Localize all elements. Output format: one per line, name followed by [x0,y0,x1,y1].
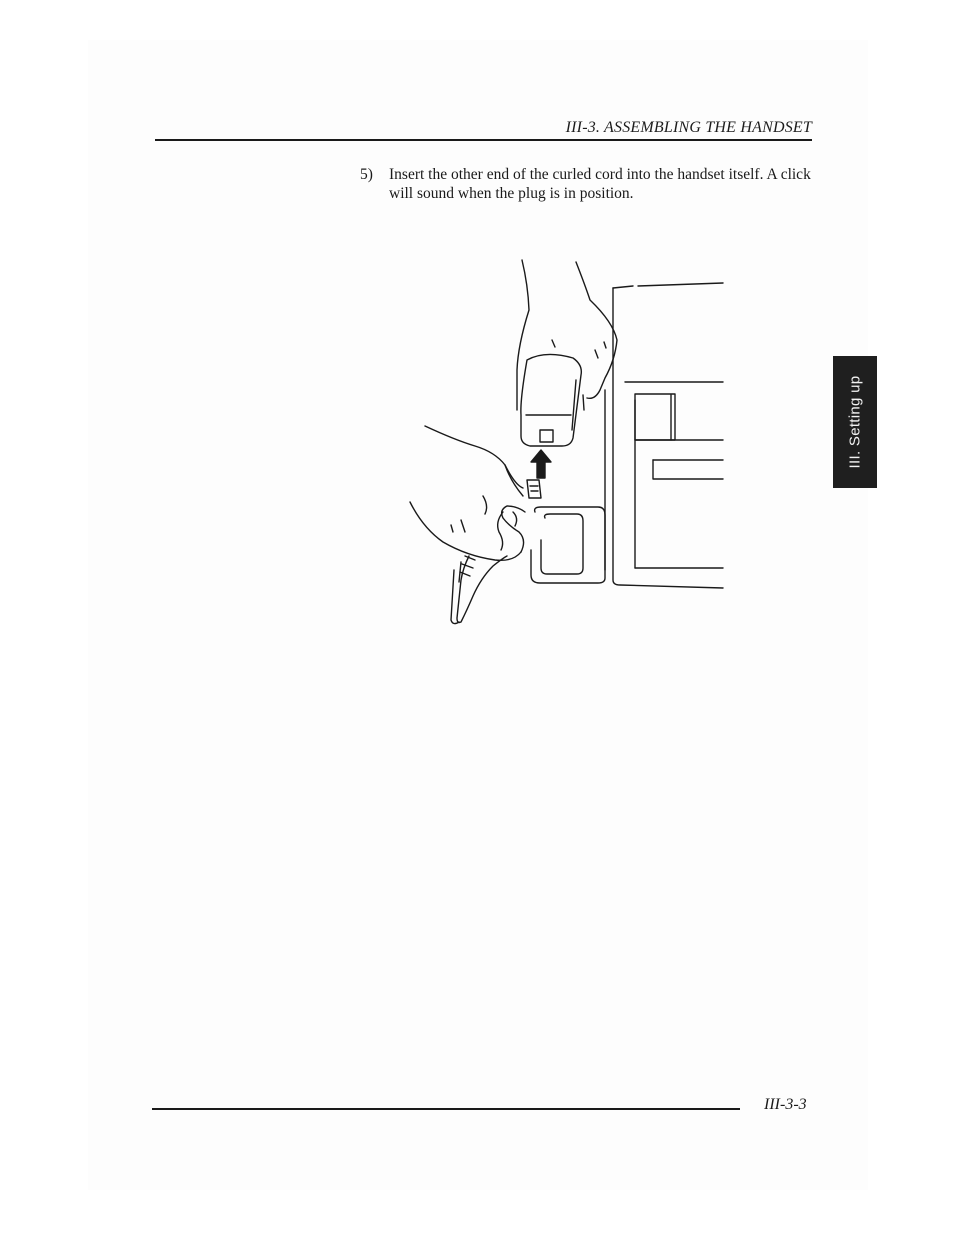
footer-rule [152,1108,740,1110]
upward-arrow [531,450,551,478]
section-header-title: III-3. ASSEMBLING THE HANDSET [565,119,812,136]
step-text: Insert the other end of the curled cord into the handset itself. A click will sound when the plug is in position. [389,166,811,202]
step-number: 5) [360,166,373,183]
handset [521,354,581,446]
chapter-side-tab-label: III. Setting up [846,375,864,469]
page-number: III-3-3 [764,1096,807,1113]
header-rule [155,139,812,141]
cord-plug [527,480,541,498]
upper-hand [517,260,617,410]
curled-cord [451,512,507,624]
handset-cradle [531,507,605,583]
fax-machine-body [605,283,723,588]
handset-cord-illustration [395,250,735,630]
lower-hand [410,426,525,560]
chapter-side-tab [833,356,877,488]
